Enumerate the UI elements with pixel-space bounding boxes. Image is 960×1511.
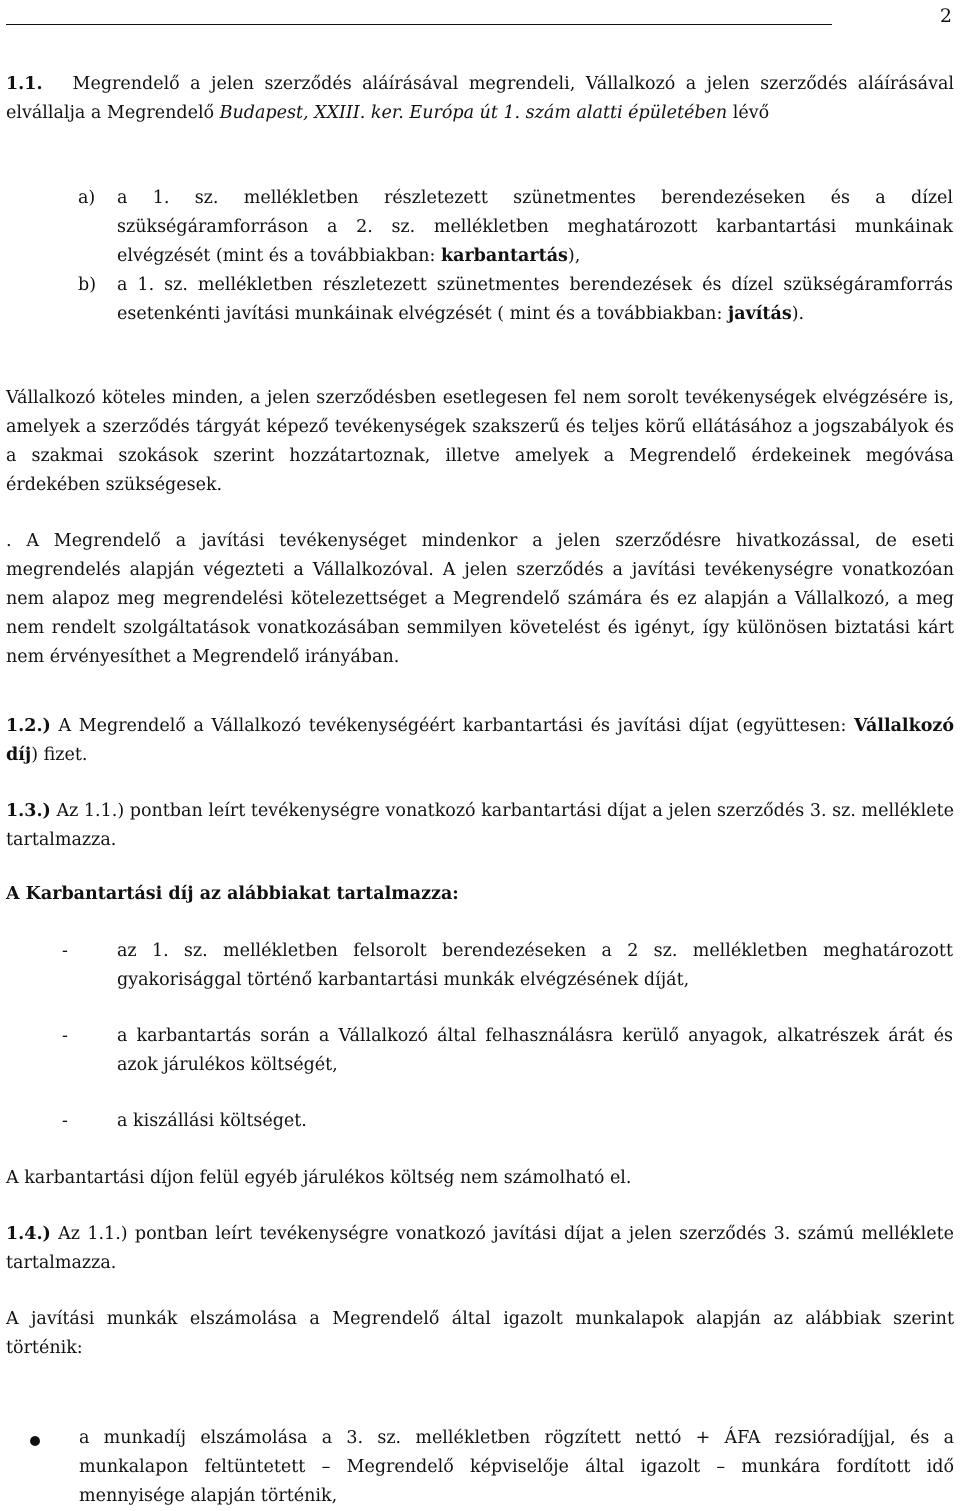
item-a-end: ), [567, 246, 581, 266]
section-text: A Megrendelő a Vállalkozó tevékenységéért karbantartási és javítási díjat (együttesen: [50, 716, 854, 736]
section-1-1 [6, 70, 954, 128]
section-number: 1.1. [6, 74, 43, 94]
section-1-3 [6, 797, 954, 855]
section-number: 1.2.) [6, 716, 51, 736]
item-b-text: a 1. sz. mellékletben részletezett szünetmentes berendezések és dízel szükségáramforrás esetenkénti javítási munkáinak elvégzését ( mint és a továbbiakban: [117, 275, 953, 324]
list-dash: - [62, 1111, 68, 1131]
section-text: Megrendelő a jelen szerződés aláírásával megrendeli, Vállalkozó a jelen szerződés aláírásával elvállalja a Megrendelő [6, 74, 954, 123]
item-b-end: ). [791, 304, 805, 324]
section-text-tail: lévő [732, 103, 770, 123]
list-item: az 1. sz. mellékletben felsorolt berendezéseken a 2 sz. mellékletben meghatározott gyakorisággal történő karbantartási munkák elvégzésének díját, [117, 941, 953, 990]
list-dash: - [62, 941, 68, 961]
section-1-2 [6, 712, 954, 770]
list-item: a kiszállási költséget. [117, 1111, 307, 1131]
fee-heading: A Karbantartási díj az alábbiakat tartalmazza: [6, 884, 459, 904]
section-1-4 [6, 1220, 954, 1278]
item-a-text: a 1. sz. mellékletben részletezett szünetmentes berendezéseken és a dízel szükségáramforráson a 2. sz. mellékletben meghatározott karbantartási munkáinak elvégzését (mint és a továbbiakban: [117, 188, 953, 266]
item-b [117, 271, 953, 329]
item-a-label: a) [78, 188, 96, 208]
item-b-bold: javítás [727, 304, 792, 324]
section-bold: Vállalkozó díj [6, 716, 954, 765]
paragraph-obligations: Vállalkozó köteles minden, a jelen szerződésben esetlegesen fel nem sorolt tevékenységek elvégzésére is, amelyek a szerződés tárgyát képező tevékenységek szakszerű és teljes körű ellátásához a jogszabályok és a szakmai szokások szerint hozzátartoznak, illetve amelyek a Megrendelő érdekeinek megóvása érdekében szükségesek. [6, 388, 954, 495]
section-text: Az 1.1.) pontban leírt tevékenységre vonatkozó javítási díjat a jelen szerződés 3. számú melléklete tartalmazza. [6, 1224, 954, 1273]
item-a-bold: karbantartás [440, 246, 568, 266]
item-a [117, 184, 953, 271]
section-end: ) fizet. [31, 745, 88, 765]
paragraph-no-extra-cost: A karbantartási díjon felül egyéb járulékos költség nem számolható el. [6, 1168, 632, 1188]
paragraph-repair: . A Megrendelő a javítási tevékenységet mindenkor a jelen szerződésre hivatkozással, de eseti megrendelés alapján végezteti a Vállalkozóval. A jelen szerződés a javítási tevékenységre vonatkozóan nem alapoz meg megrendelési kötelezettséget a Megrendelő számára és ez alapján a Vállalkozó, a meg nem rendelt szolgáltatások vonatkozásában semmilyen követelést és igényt, így különösen biztatási kárt nem érvényesíthet a Megrendelő irányában. [6, 531, 954, 667]
address-text: Budapest, XXIII. ker. Európa út 1. szám alatti épületében [219, 103, 728, 123]
page-number: 2 [939, 5, 952, 27]
item-b-label: b) [78, 275, 97, 295]
section-number: 1.4.) [6, 1224, 51, 1244]
section-text: Az 1.1.) pontban leírt tevékenységre vonatkozó karbantartási díjat a jelen szerződés 3. sz. melléklete tartalmazza. [6, 801, 954, 850]
section-number: 1.3.) [6, 801, 51, 821]
bullet-icon [30, 1436, 40, 1446]
list-item: a karbantartás során a Vállalkozó által felhasználásra kerülő anyagok, alkatrészek árát és azok járulékos költségét, [117, 1026, 953, 1075]
header-rule [6, 24, 832, 25]
bullet-list-item: a munkadíj elszámolása a 3. sz. mellékletben rögzített nettó + ÁFA rezsióradíjjal, és a munkalapon feltüntetett – Megrendelő képviselője által igazolt – munkára fordított idő mennyisége alapján történik, [79, 1428, 954, 1506]
list-dash: - [62, 1026, 68, 1046]
paragraph-settlement: A javítási munkák elszámolása a Megrendelő által igazolt munkalapok alapján az alábbiak szerint történik: [6, 1309, 954, 1358]
